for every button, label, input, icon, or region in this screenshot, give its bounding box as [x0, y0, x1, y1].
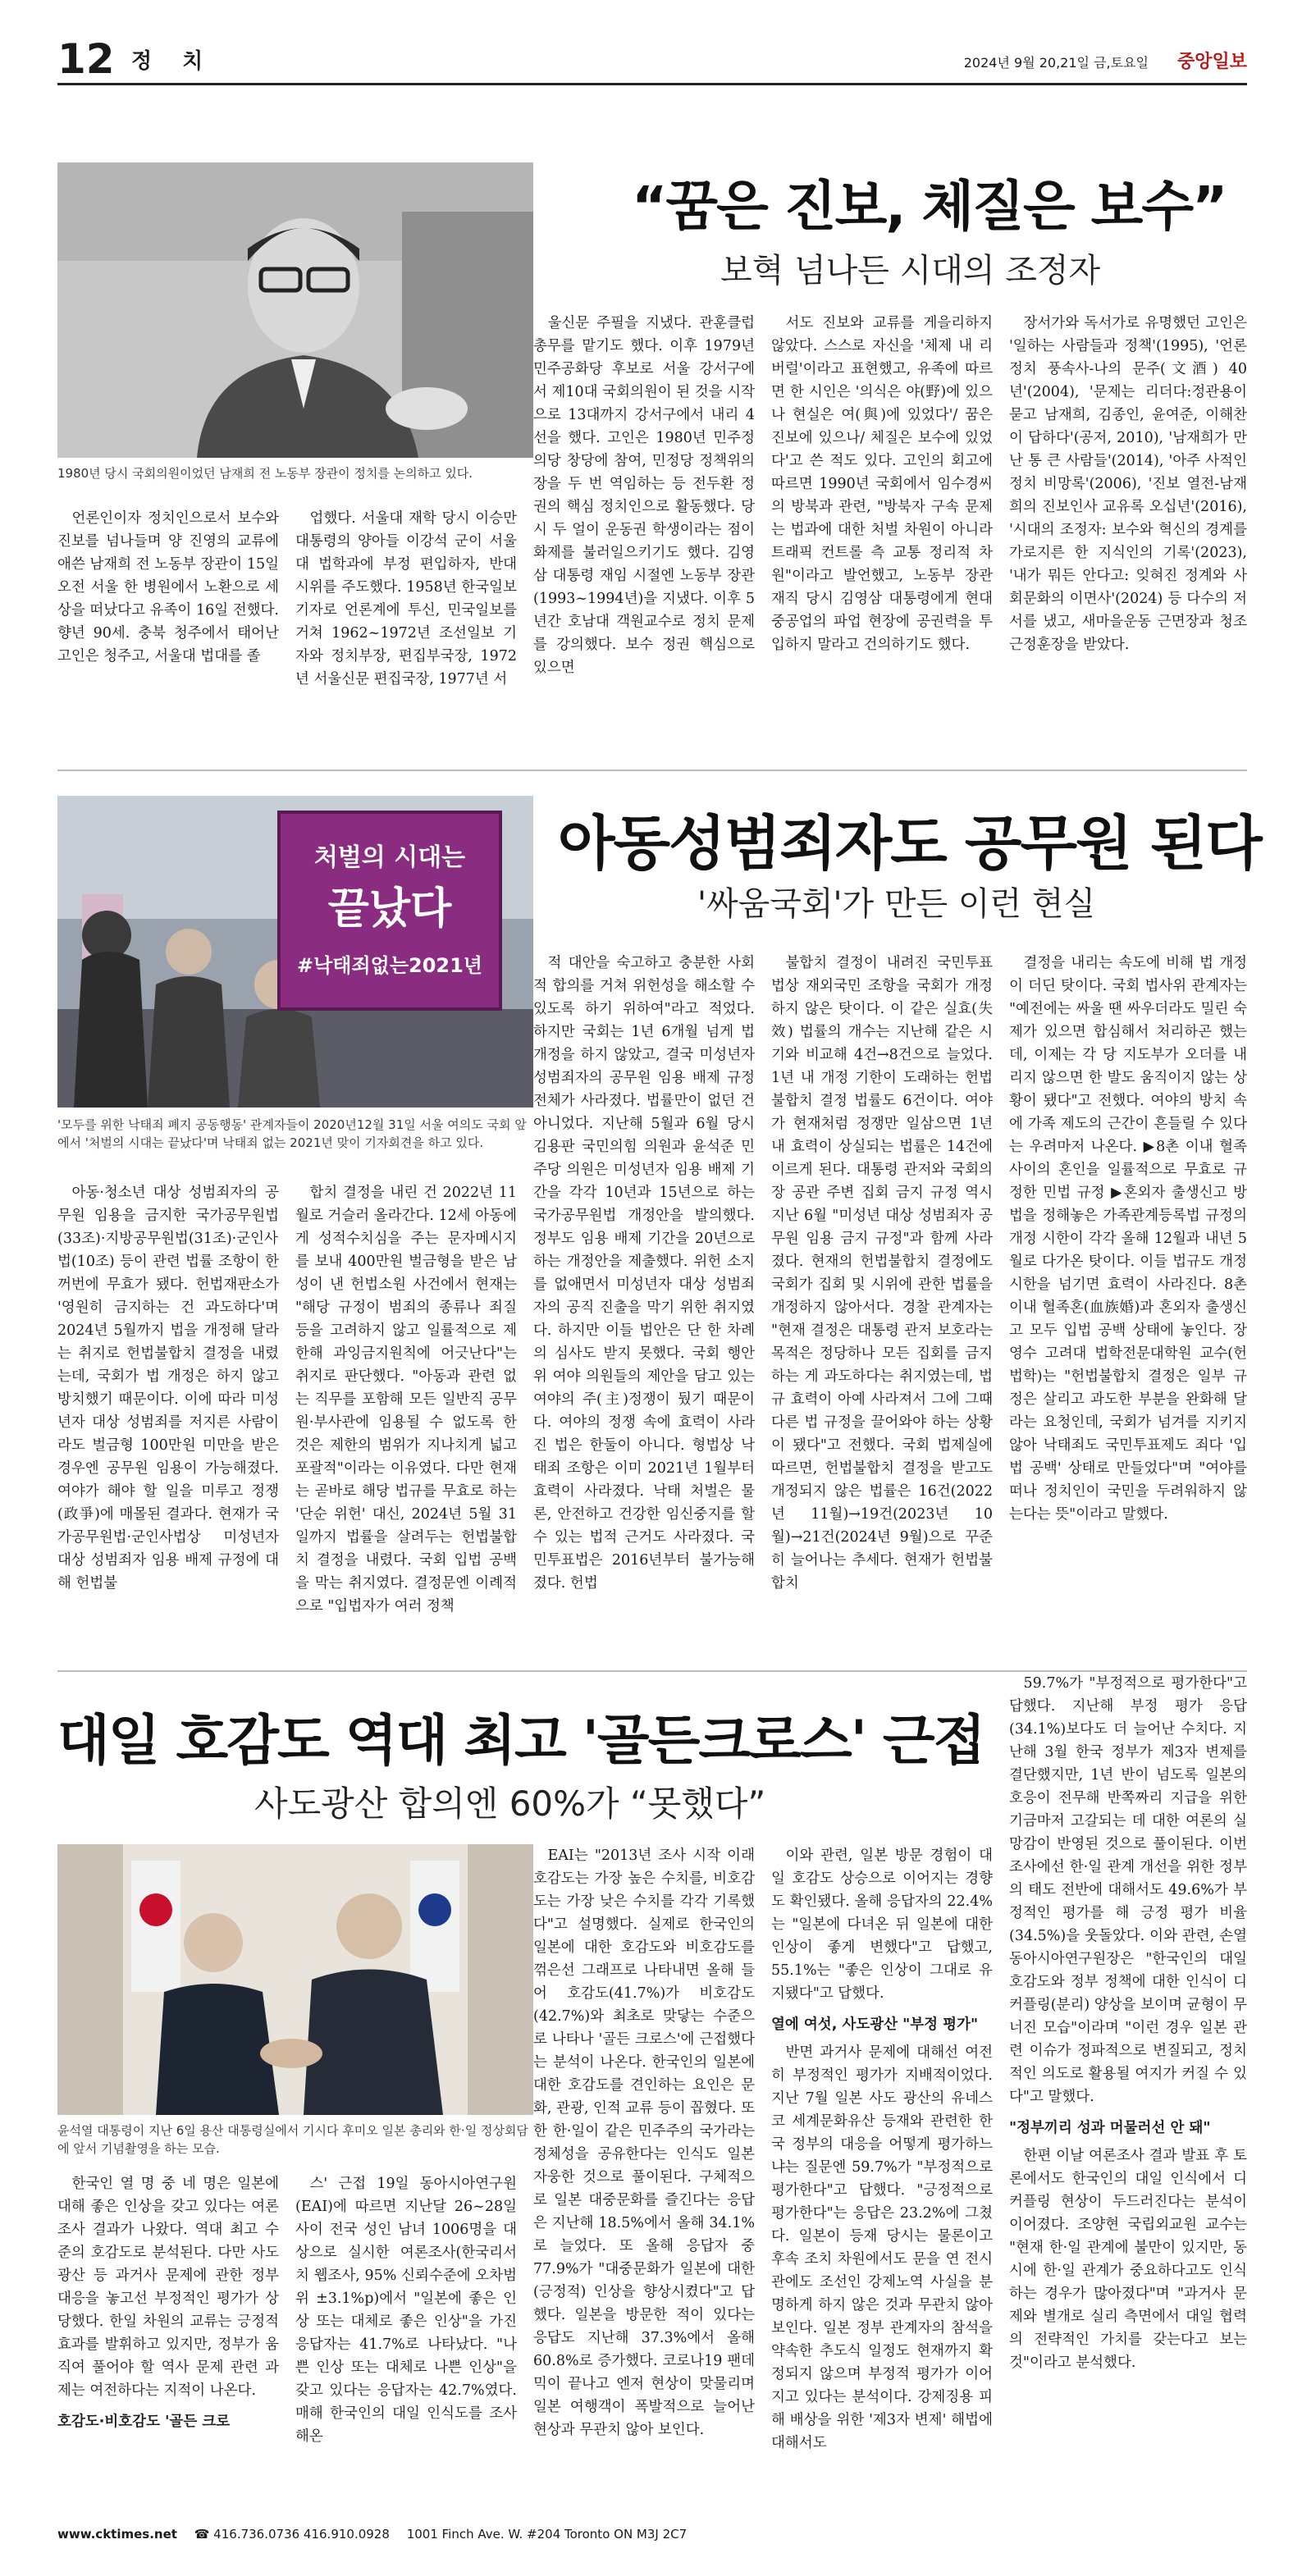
headline: 아동성범죄자도 공무원 된다	[558, 809, 1261, 878]
article-column: 59.7%가 "부정적으로 평가한다"고 답했다. 지난해 부정 평가 응답(34.1%)보다도 더 늘어난 수치다. 지난해 3월 한국 정부가 제3자 변제를 결단했지만, 1년 반이 넘도록 일본의 호응이 전무해 반쪽짜리 지급을 위한 기금마저 고갈되는 데 대한 여론의 실망감이 반영된 것으로 풀이된다. 이번 조사에선 한·일 관계 개선을 위한 정부의 태도 전반에 대해서도 49.6%가 부정적인 평가를 해 긍정 평가 비율(34.5%)을 웃돌았다. 이와 관련, 손열 동아시아연구원장은 "한국인의 대일 호감도와 정부 정책에 대한 인식이 디커플링(분리) 양상을 보이며 균형이 무너진 모습"이라며 "이런 경우 일본 관련 이슈가 정파적으로 변질되고, 정치적인 의도로 활용될 여지가 커질 수 있다"고 말했다. "정부끼리 성과 머물러선 안 돼" 한편 이날 여론조사 결과 발표 후 토론에서도 한국인의 대일 인식에서 디커플링 현상이 두드러진다는 분석이 이어졌다. 조양현 국립외교원 교수는 "현재 한·일 관계에 불만이 있지만, 동시에 한·일 관계가 중요하다고도 인식하는 경우가 많아졌다"며 "과거사 문제와 별개로 실리 측면에서 대일 협력의 전략적인 가치를 갖는다고 보는 것"이라고 분석했다.	[1009, 1675, 1247, 2371]
article-column: 장서가와 독서가로 유명했던 고인은 '일하는 사람들과 정책'(1995), '언론 정치 풍속사-나의 문주(文酒) 40년'(2004), '문제는 리더다:정관용이 묻고 남재희, 김종인, 윤여준, 이해찬이 답하다'(공저, 2010), '남재희가 만난 통 큰 사람들'(2014), '아주 사적인 정치 비망록'(2006), '진보 열전-남재희의 진보인사 교유록 오십년'(2016), '시대의 조정자: 보수와 혁신의 경계를 가로지른 한 지식인의 기록'(2023), '내가 뭐든 안다고: 잊혀진 정계와 사회문화의 이면사'(2024) 등 다수의 저서를 냈고, 새마을운동 근면장과 청조근정훈장을 받았다.	[1009, 315, 1247, 653]
svg-text:#낙태죄없는2021년: #낙태죄없는2021년	[296, 954, 483, 977]
summit-photo	[57, 1844, 533, 2115]
article-column: 언론인이자 정치인으로서 보수와 진보를 넘나들며 양 진영의 교류에 애쓴 남재희 전 노동부 장관이 15일 오전 서울 한 병원에서 노환으로 세상을 떠났다고 유족이 16일 전했다. 향년 90세. 충북 청주에서 태어난 고인은 청주고, 서울대 법대를 졸	[57, 510, 279, 665]
photo-caption: '모두를 위한 낙태죄 폐지 공동행동' 관계자들이 2020년12월 31일 서울 여의도 국회 앞에서 '처벌의 시대는 끝났다'며 낙태죄 없는 2021년 맞이 기자회견을 하고 있다.	[57, 1117, 527, 1150]
svg-text:처벌의 시대는: 처벌의 시대는	[313, 843, 466, 872]
article-column: 이와 관련, 일본 방문 경험이 대일 호감도 상승으로 이어지는 경향도 확인됐다. 올해 응답자의 22.4%는 "일본에 다녀온 뒤 일본에 대한 인상이 좋게 변했다"고 답했고, 55.1%는 "좋은 인상이 그대로 유지됐다"고 답했다. 열에 여섯, 사도광산 "부정 평가" 반면 과거사 문제에 대해선 여전히 부정적인 평가가 지배적이었다. 지난 7월 일본 사도 광산의 유네스코 세계문화유산 등재와 관련한 한국 정부의 대응을 어떻게 평가하느냐는 질문엔 59.7%가 "부정적으로 평가한다"고 답했다. "긍정적으로 평가한다"는 응답은 23.2%에 그쳤다. 일본이 등재 당시는 물론이고 후속 조치 차원에서도 문을 연 전시관에도 조선인 강제노역 사실을 분명하게 하지 않은 것과 무관치 않아 보인다. 일본 정부 관계자의 참석을 약속한 추도식 일정도 현재까지 확정되지 않으며 부정적 평가가 이어지고 있다는 분석이다. 강제징용 피해 배상을 위한 '제3자 변제' 해법에 대해서도	[771, 1848, 993, 2451]
article-column: 업했다. 서울대 재학 당시 이승만 대통령의 양아들 이강석 군이 서울대 법학과에 부정 편입하자, 반대 시위를 주도했다. 1958년 한국일보 기자로 언론계에 투신, 민국일보를 거쳐 1962~1972년 조선일보 기자와 정치부장, 편집부국장, 1972년 서울신문 편집국장, 1977년 서	[295, 510, 517, 687]
issue-date: 2024년 9월 20,21일 금,토요일	[963, 55, 1149, 71]
section-name: 정 치	[131, 49, 215, 74]
masthead	[57, 34, 1247, 85]
article-column: 아동·청소년 대상 성범죄자의 공무원 임용을 금지한 국가공무원법(33조)·지방공무원법(31조)·군인사법(10조) 등이 관련 법률 조항이 한꺼번에 무효가 됐다. 헌법재판소가 '영원히 금지하는 건 과도하다'며 2024년 5월까지 법을 개정해 달라는 취지로 헌법불합치 결정을 내렸는데, 국회가 법 개정은 하지 않고 방치했기 때문이다. 이에 따라 미성년자 대상 성범죄를 저지른 사람이라도 벌금형 100만원 미만을 받은 경우엔 공무원 임용이 가능해졌다. 여야가 해야 할 일을 미루고 정쟁(政爭)에 매몰된 결과다. 현재가 국가공무원법·군인사법상 미성년자 대상 성범죄자 임용 배제 규정에 대해 헌법불	[57, 1185, 279, 1592]
article-column: 합치 결정을 내린 건 2022년 11월로 거슬러 올라간다. 12세 아동에게 성적수치심을 주는 문자메시지를 보내 400만원 벌금형을 받은 남성이 낸 헌법소원 사건에서 현재는 "해당 규정이 범죄의 종류나 죄질 등을 고려하지 않고 일률적으로 제한해 과잉금지원칙에 어긋난다"는 취지로 판단했다. "아동과 관련 없는 직무를 포함해 모든 일반직 공무원·부사관에 임용될 수 없도록 한 것은 제한의 범위가 지나치게 넓고 포괄적"이라는 이유였다. 다만 현재는 곧바로 해당 법규를 무효로 하는 '단순 위헌' 대신, 2024년 5월 31일까지 법률을 살려두는 헌법불합치 결정을 내렸다. 국회 입법 공백을 막는 취지였다. 결정문엔 이례적으로 "입법자가 여러 정책	[295, 1185, 517, 1615]
photo-caption: 윤석열 대통령이 지난 6일 용산 대통령실에서 기시다 후미오 일본 총리와 한·일 정상회담에 앞서 기념촬영을 하는 모습.	[57, 2123, 528, 2156]
headline: “꿈은 진보, 체질은 보수”	[632, 175, 1227, 238]
address: 1001 Finch Ave. W. #204 Toronto ON M3J 2C7	[406, 2527, 688, 2542]
article-legislation	[57, 770, 1261, 1656]
phone-numbers: ☎ 416.736.0736 416.910.0928	[194, 2527, 390, 2542]
website-link[interactable]: www.cktimes.net	[57, 2527, 177, 2542]
newspaper-logo: 중앙일보	[1176, 52, 1247, 72]
article-japan-survey	[57, 1670, 1247, 2507]
article-column: 울신문 주필을 지냈다. 관훈클럽 총무를 맡기도 했다. 이후 1979년 민주공화당 후보로 서울 강서구에서 제10대 국회의원이 된 것을 시작으로 13대까지 강서구에서 내리 4선을 했다. 고인은 1980년 민주정의당 창당에 참여, 민정당 정책위의장을 두 번 역임하는 등 전두환 정권의 핵심 정치인으로 활동했다. 당시 두 얼이 운동권 학생이라는 점이 화제를 불러일으키기도 했다. 김영삼 대통령 재임 시절엔 노동부 장관(1993~1994년)을 지냈다. 이후 5년간 호남대 객원교수로 정치 문제를 강의했다. 보수 정권 핵심으로 있으면	[533, 315, 755, 676]
portrait-photo	[57, 162, 533, 458]
article-column: 결정을 내리는 속도에 비해 법 개정이 더딘 탓이다. 국회 법사위 관계자는 "예전에는 싸울 땐 싸우더라도 밀린 숙제가 있으면 합심해서 처리하곤 했는데, 이제는 각 당 지도부가 오더를 내리지 않으면 한 발도 움직이지 않는 상황이 됐다"고 전했다. 여야의 방치 속에 가족 제도의 근간이 흔들릴 수 있다는 우려마저 나온다. ▶8촌 이내 혈족 사이의 혼인을 일률적으로 무효로 규정한 민법 규정 ▶혼외자 출생신고 방법을 정해놓은 가족관계등록법 규정의 개정 시한이 각각 올해 12월과 내년 5월로 다가온 탓이다. 이들 법규도 개정 시한을 넘기면 효력이 사라진다. 8촌 이내 혈족혼(血族婚)과 혼외자 출생신고 모두 입법 공백 상태에 놓인다. 장영수 고려대 법학전문대학원 교수(헌법학)는 "헌법불합치 결정은 일부 규정은 살리고 과도한 부분을 완화해 달라는 요청인데, 국회가 넘겨를 지키지 않아 낙태죄도 국민투표제도 죄다 '입법 공백' 상태로 만들었다"며 "여야를 떠나 정치인이 국민을 두려워하지 않는다는 뜻"이라고 말했다.	[1009, 955, 1247, 1523]
article-column: 적 대안을 숙고하고 충분한 사회적 합의를 거쳐 위헌성을 해소할 수 있도록 하기 위하여"라고 적었다. 하지만 국회는 1년 6개월 넘게 법 개정을 하지 않았고, 결국 미성년자 성범죄자의 공무원 임용 배제 규정 전체가 사라졌다. 법률만이 없던 건 아니었다. 지난해 5월과 6월 당시 김용판 국민의힘 의원과 윤석준 민주당 의원은 미성년자 임용 배제 기간을 각각 10년과 15년으로 하는 국가공무원법 개정안을 발의했다. 정부도 임용 배제 기간을 20년으로 하는 개정안을 제출했다. 위헌 소지를 없애면서 미성년자 대상 성범죄자의 공직 진출을 막기 위한 취지였다. 하지만 이들 법안은 단 한 차례의 심사도 받지 못했다. 국회 행안위 여야 의원들의 제안을 담고 있는 여야의 주(主)정쟁이 뒀기 때문이다. 여야의 정쟁 속에 효력이 사라진 법은 한둘이 아니다. 형법상 낙태죄 조항은 이미 2021년 1월부터 효력이 사라졌다. 낙태 처벌은 물론, 안전하고 건강한 임신중지를 할 수 있는 법적 근거도 사라졌다. 국민투표법은 2016년부터 불가능해졌다. 헌법	[533, 955, 755, 1592]
page-number: 12	[57, 35, 115, 83]
subheadline: '싸움국회'가 만든 이런 현실	[697, 885, 1096, 923]
protest-photo	[57, 796, 533, 1108]
footer	[57, 2527, 1247, 2542]
headline: 대일 호감도 역대 최고 '골든크로스' 근접	[57, 1709, 984, 1772]
subheadline: 보혁 넘나든 시대의 조정자	[720, 252, 1101, 290]
subheadline: 사도광산 합의엔 60%가 “못했다”	[254, 1784, 766, 1824]
article-column: 스' 근접 19일 동아시아연구원(EAI)에 따르면 지난달 26~28일 사이 전국 성인 남녀 1006명을 대상으로 실시한 여론조사(한국리서치 웹조사, 95% 신뢰수준에 오차범위 ±3.1%p)에서 "일본에 좋은 인상 또는 대체로 좋은 인상"을 가진 응답자는 41.7%로 나타났다. "나쁜 인상 또는 대체로 나쁜 인상"을 갖고 있다는 응답자는 42.7%였다. 매해 한국인의 대일 인식도를 조사해온	[295, 2176, 517, 2445]
photo-caption: 1980년 당시 국회의원이었던 남재희 전 노동부 장관이 정치를 논의하고 있다.	[57, 466, 473, 481]
article-column: 서도 진보와 교류를 게을리하지 않았다. 스스로 자신을 '체제 내 리버럴'이라고 표현했고, 유족에 따르면 한 시인은 '의식은 야(野)에 있으나 현실은 여(與)에 있었다'/ 꿈은 진보에 있으나/ 체질은 보수에 있었다'고 쓴 적도 있다. 고인의 회고에 따르면 1990년 국회에서 임수경씨의 방북과 관련, "방북자 구속 문제는 법과에 대한 처벌 차원이 아니라 트래픽 컨트롤 측 교통 정리적 차원"이라고 발언했고, 노동부 장관 재직 당시 김영삼 대통령에게 현대중공업의 파업 현장에 공권력을 투입하지 말라고 건의하기도 했다.	[771, 315, 993, 653]
svg-text:끝났다: 끝났다	[327, 884, 452, 934]
article-column: 불합치 결정이 내려진 국민투표법상 재외국민 조항을 국회가 개정하지 않은 탓이다. 이 같은 실효(失效) 법률의 개수는 지난해 같은 시기와 비교해 4건→8건으로 늘었다. 1년 내 개정 기한이 도래하는 헌법불합치 결정 법률도 6건이다. 여야가 현재처럼 정쟁만 일삼으면 1년 내 효력이 상실되는 법률은 14건에 이르게 된다. 대통령 관저와 국회의장 공관 주변 집회 금지 규정 역시 지난 6월 "미성년 대상 성범죄자 공무원 임용 금지 규정"과 함께 사라졌다. 현재의 헌법불합치 결정에도 국회가 집회 및 시위에 관한 법률을 개정하지 않아서다. 경찰 관계자는 "현재 결정은 대통령 관저 보호라는 목적은 정당하나 모든 집회를 금지하는 게 과도하다는 취지였는데, 법규 효력이 아예 사라져서 그에 그때 다른 법 규정을 끌어와야 하는 상황이 됐다"고 전했다. 국회 법제실에 따르면, 헌법불합치 결정을 받고도 개정되지 않은 법률은 16건(2022년 11월)→19건(2023년 10월)→21건(2024년 9월)으로 꾸준히 늘어나는 추세다. 현재가 헌법불합치	[771, 955, 993, 1592]
article-column: 한국인 열 명 중 네 명은 일본에 대해 좋은 인상을 갖고 있다는 여론조사 결과가 나왔다. 역대 최고 수준의 호감도로 분석된다. 다만 사도 광산 등 과거사 문제에 관한 정부 대응을 놓고선 부정적인 평가가 상당했다. 한일 차원의 교류는 긍정적 효과를 발휘하고 있지만, 정부가 움직여 풀어야 할 역사 문제 관련 과제는 여전하다는 지적이 나온다. 호감도·비호감도 '골든 크로	[57, 2176, 279, 2430]
article-obituary	[57, 97, 1247, 753]
article-column: EAI는 "2013년 조사 시작 이래 호감도는 가장 높은 수치를, 비호감도는 가장 낮은 수치를 각각 기록했다"고 설명했다. 실제로 한국인의 일본에 대한 호감도와 비호감도를 꺾은선 그래프로 나타내면 올해 들어 호감도(41.7%)가 비호감도(42.7%)와 최초로 맞닿는 수준으로 나타나 '골든 크로스'에 근접했다는 분석이 나온다. 한국인의 일본에 대한 호감도를 견인하는 요인은 문화, 관광, 인적 교류 등이 꼽혔다. 또한 한·일이 같은 민주주의 국가라는 정체성을 공유한다는 인식도 일본 자웅한 것으로 풀이된다. 구체적으로 일본 대중문화를 즐긴다는 응답은 지난해 18.5%에서 올해 34.1%로 늘었다. 또 올해 응답자 중 77.9%가 "대중문화가 일본에 대한 (긍정적) 인상을 향상시켰다"고 답했다. 일본을 방문한 적이 있다는 응답도 지난해 37.3%에서 올해 60.8%로 증가했다. 코로나19 팬데믹이 끝나고 엔저 현상이 맞물리며 일본 여행객이 폭발적으로 늘어난 현상과 무관치 않아 보인다.	[533, 1848, 755, 2438]
